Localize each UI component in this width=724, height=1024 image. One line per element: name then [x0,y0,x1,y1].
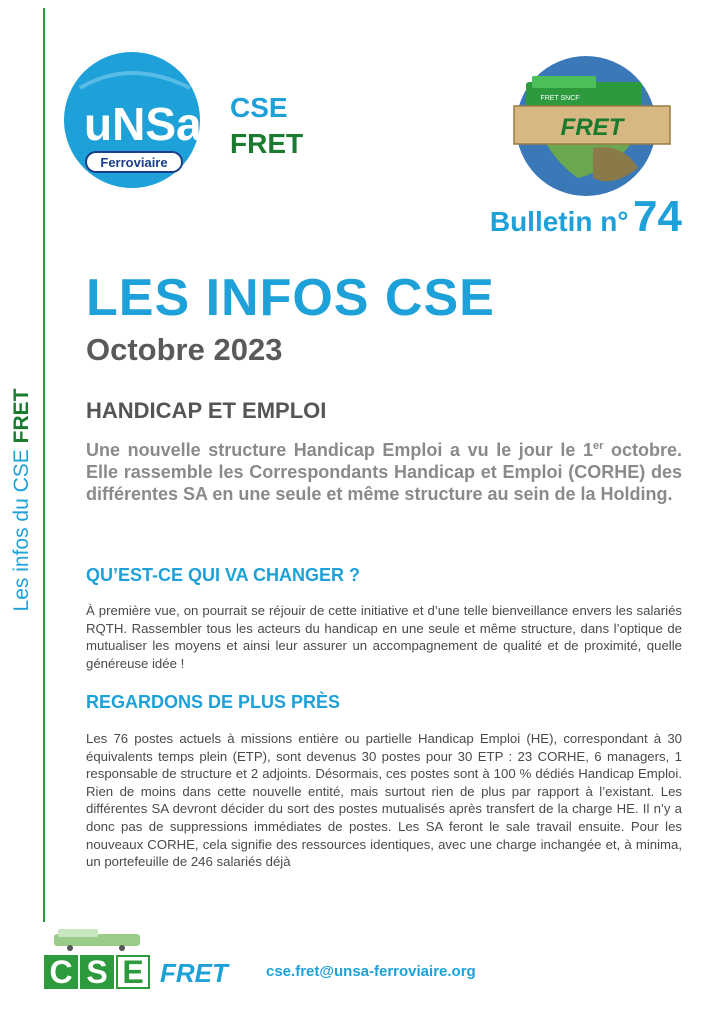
unsa-ferroviaire-logo [60,48,210,198]
footer-fret: FRET [160,958,228,988]
paragraph-changes: À première vue, on pourrait se réjouir de cette initiative et d’une telle bienveillance envers les salariés RQTH. Rassembler tous les acteurs du handicap en une seule et même structure, dans l’optique de mutualiser les moyens et ainsi leur assurer un accompagnement de qualité et de proximité, quelle généreuse idée ! [86,603,682,671]
lead-part-1: Une nouvelle structure Handicap Emploi a vu le jour le 1 [86,440,593,460]
footer-cse-letter-e: E [116,955,150,989]
issue-date: Octobre 2023 [86,332,283,367]
unsa-logo-ribbon: Ferroviaire [100,155,168,170]
lead-paragraph [86,435,682,505]
lead-superscript: er [593,440,604,452]
sidebar-label-bold: FRET [10,388,33,444]
footer-cse-letter-c: C [44,955,78,989]
section-title: HANDICAP ET EMPLOI [86,398,327,423]
sidebar-vertical-label [10,389,34,612]
locomotive-icon [52,926,144,952]
bulletin-value: 74 [633,192,682,241]
page-title: LES INFOS CSE [86,269,495,327]
sidebar-rule [43,8,45,922]
footer-email-link[interactable]: cse.fret@unsa-ferroviaire.org [266,963,476,980]
paragraph-closer-look: Les 76 postes actuels à missions entière ou partielle Handicap Emploi (HE), correspondant à 30 équivalents temps plein (ETP), sont devenus 30 postes pour 30 ETP : 23 CORHE, 6 managers, 1 responsable de structure et 2 adjoints. Désormais, ces postes sont à 100 % dédiés Handicap Emploi. Rien de moins dans cette nouvelle entité, mais surtout rien de plus par rapport à l’existant. Les différentes SA devront décider du sort des postes mutualisés après transfert de la charge HE. Il n’y a donc pas de suppressions immédiates de postes. Les SA feront le sale travail ensuite. Pour les nouveaux CORHE, cela signifie des ressources identiques, avec une charge inchangée et, à minima, un portefeuille de 246 salariés déjà [86,731,682,870]
globe-loco-label: FRET SNCF [540,95,580,102]
unsa-logo-letters: uNSa [84,98,202,150]
bulletin-number [490,192,682,242]
subheading-changes: QU’EST-CE QUI VA CHANGER ? [86,565,361,585]
header-cse: CSE [230,92,288,123]
header-cse-fret [230,90,303,162]
subheading-closer-look: REGARDONS DE PLUS PRÈS [86,692,341,712]
globe-logo-sign: FRET [560,114,624,141]
sidebar-label-prefix: Les infos du CSE [10,443,33,612]
fret-globe-logo [498,48,678,198]
footer-cse-logo [44,955,150,989]
lead-part-2: octobre. Elle rassemble les Correspondants Handicap et Emploi (CORHE) des différentes SA en une seule et même structure au sein de la Holding. [86,440,683,504]
footer-cse-letter-s: S [80,955,114,989]
bulletin-label: Bulletin n° [489,206,629,237]
header-fret: FRET [230,128,304,159]
